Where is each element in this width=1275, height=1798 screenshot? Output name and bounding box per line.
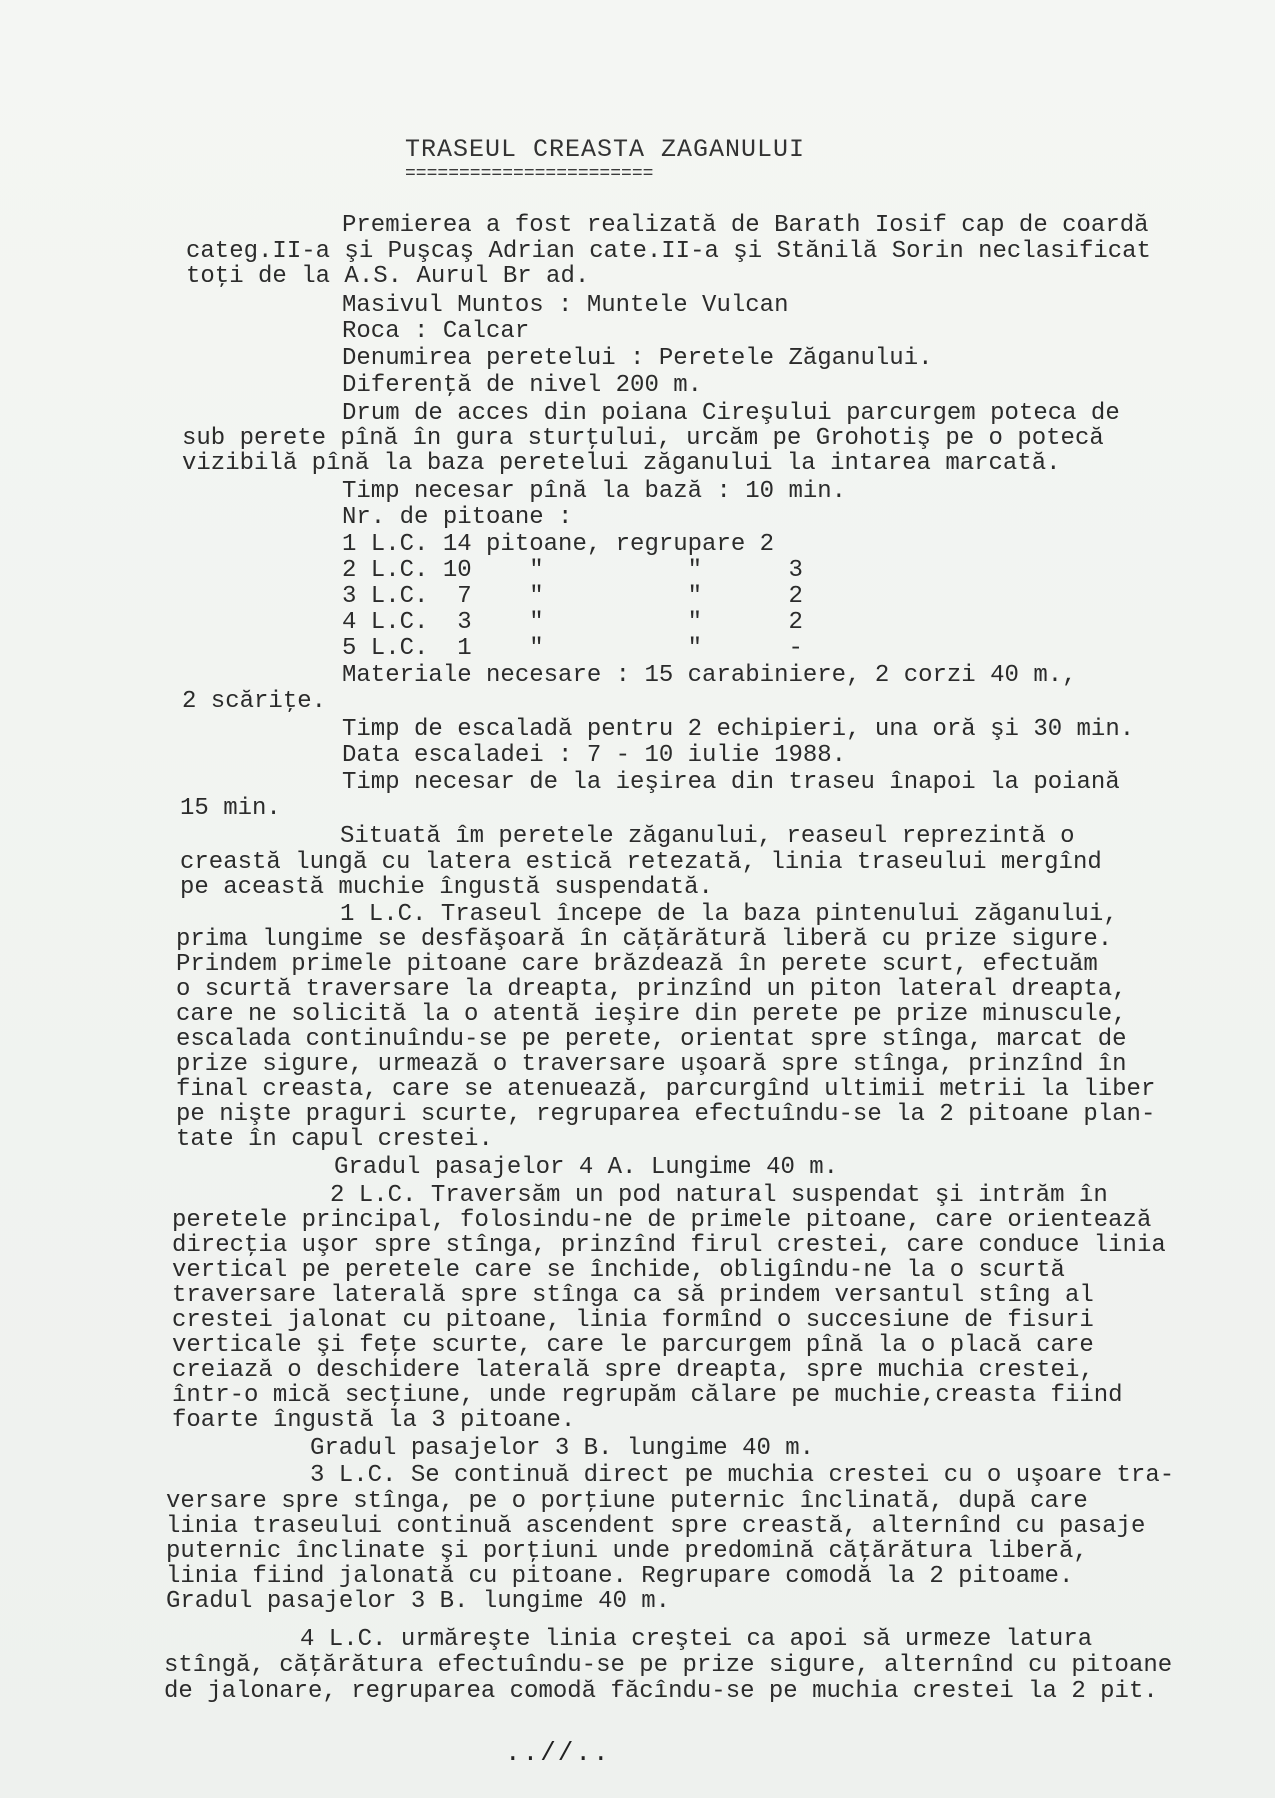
text-line: Gradul pasajelor 4 A. Lungime 40 m. xyxy=(334,1154,839,1181)
text-line: Materiale necesare : 15 carabiniere, 2 corzi 40 m., xyxy=(342,662,1077,689)
text-line: tate în capul crestei. xyxy=(176,1126,493,1153)
text-line: verticale şi feţe scurte, care le parcurgem pînă la o placă care xyxy=(172,1332,1094,1359)
document-title: TRASEUL CREASTA ZAGANULUI xyxy=(405,135,806,164)
text-line: 1 L.C. Traseul începe de la baza pintenului zăganului, xyxy=(340,901,1118,928)
pitoane-row: 2 L.C. 10 " " 3 xyxy=(342,557,803,584)
pitoane-row: 5 L.C. 1 " " - xyxy=(342,635,803,662)
text-line: 3 L.C. Se continuă direct pe muchia crestei cu o uşoare tra- xyxy=(310,1462,1175,1489)
text-line: Timp necesar pînă la bază : 10 min. xyxy=(342,478,847,505)
text-line: stîngă, căţărătura efectuîndu-se pe prize sigure, alternînd cu pitoane xyxy=(164,1652,1173,1679)
text-line: Denumirea peretelui : Peretele Zăganului. xyxy=(342,345,933,372)
text-line: Prindem primele pitoane care brăzdează în perete scurt, efectuăm xyxy=(176,951,1098,978)
text-line: 2 L.C. Traversăm un pod natural suspendat şi intrăm în xyxy=(330,1182,1108,1209)
text-line: foarte îngustă la 3 pitoane. xyxy=(172,1407,576,1434)
text-line: vizibilă pînă la baza peretelui zăganului la intarea marcată. xyxy=(182,450,1061,477)
text-line: Masivul Muntos : Muntele Vulcan xyxy=(342,292,789,319)
text-line: direcţia uşor spre stînga, prinzînd firul crestei, care conduce linia xyxy=(172,1232,1166,1259)
pitoane-row: 4 L.C. 3 " " 2 xyxy=(342,609,803,636)
text-line: escalada continuîndu-se pe perete, orientat spre stînga, marcat de xyxy=(176,1026,1127,1053)
text-line: creastă lungă cu latera estică retezată, linia traseului mergînd xyxy=(180,849,1102,876)
text-line: versare spre stînga, pe o porţiune puternic înclinată, după care xyxy=(166,1488,1088,1515)
text-line: Timp necesar de la ieşirea din traseu înapoi la poiană xyxy=(342,769,1120,796)
text-line: toţi de la A.S. Aurul Br ad. xyxy=(186,263,590,290)
text-line: Situată îm peretele zăganului, reaseul reprezintă o xyxy=(340,823,1075,850)
text-line: o scurtă traversare la dreapta, prinzînd un piton lateral dreapta, xyxy=(176,976,1127,1003)
text-line: linia fiind jalonată cu pitoane. Regrupare comodă la 2 pitoame. xyxy=(166,1563,1074,1590)
text-line: Nr. de pitoane : xyxy=(342,504,573,531)
text-line: crestei jalonat cu pitoane, linia formînd o succesiune de fisuri xyxy=(172,1307,1094,1334)
text-line: Data escaladei : 7 - 10 iulie 1988. xyxy=(342,742,847,769)
text-line: final creasta, care se atenuează, parcurgînd ultimii metrii la liber xyxy=(176,1076,1156,1103)
text-line: Gradul pasajelor 3 B. lungime 40 m. xyxy=(310,1435,815,1462)
text-line: puternic înclinate şi porţiuni unde predomină căţărătura liberă, xyxy=(166,1538,1088,1565)
text-line: Gradul pasajelor 3 B. lungime 40 m. xyxy=(166,1588,671,1615)
text-line: pe această muchie îngustă suspendată. xyxy=(180,874,713,901)
text-line: Premierea a fost realizată de Barath Iosif cap de coardă xyxy=(342,212,1149,239)
text-line: prima lungime se desfăşoară în căţărătură liberă cu prize sigure. xyxy=(176,926,1113,953)
text-line: linia traseului continuă ascendent spre creastă, alternînd cu pasaje xyxy=(166,1513,1146,1540)
text-line: prize sigure, urmează o traversare uşoară spre stînga, prinzînd în xyxy=(176,1051,1127,1078)
text-line: de jalonare, regruparea comodă făcîndu-se pe muchia crestei la 2 pit. xyxy=(164,1678,1158,1705)
title-underline: ======================= xyxy=(405,164,654,184)
text-line: sub perete pînă în gura sturţului, urcăm pe Grohotiş pe o potecă xyxy=(182,425,1104,452)
text-line: 15 min. xyxy=(180,795,281,822)
text-line: 4 L.C. urmăreşte linia creştei ca apoi să urmeze latura xyxy=(300,1626,1093,1653)
text-line: pe nişte praguri scurte, regruparea efectuîndu-se la 2 pitoane plan- xyxy=(176,1101,1156,1128)
pitoane-row: 3 L.C. 7 " " 2 xyxy=(342,583,803,610)
pitoane-row: 1 L.C. 14 pitoane, regrupare 2 xyxy=(342,531,775,558)
text-line: traversare laterală spre stînga ca să prindem versantul stîng al xyxy=(172,1282,1094,1309)
text-line: vertical pe peretele care se închide, obligîndu-ne la o scurtă xyxy=(172,1257,1065,1284)
text-line: Timp de escaladă pentru 2 echipieri, una oră şi 30 min. xyxy=(342,716,1135,743)
text-line: Diferenţă de nivel 200 m. xyxy=(342,372,703,399)
text-line: 2 scăriţe. xyxy=(182,688,327,715)
text-line: categ.II-a şi Puşcaş Adrian cate.II-a şi Stănilă Sorin neclasificat xyxy=(186,238,1151,265)
text-line: creiază o deschidere laterală spre dreapta, spre muchia crestei, xyxy=(172,1357,1094,1384)
text-line: Roca : Calcar xyxy=(342,318,530,345)
text-line: peretele principal, folosindu-ne de primele pitoane, care orientează xyxy=(172,1207,1152,1234)
text-line: într-o mică secţiune, unde regrupăm călare pe muchie,creasta fiind xyxy=(172,1382,1123,1409)
text-line: Drum de acces din poiana Cireşului parcurgem poteca de xyxy=(342,400,1120,427)
page-marker: ..//.. xyxy=(505,1738,611,1768)
text-line: care ne solicită la o atentă ieşire din perete pe prize minuscule, xyxy=(176,1001,1127,1028)
